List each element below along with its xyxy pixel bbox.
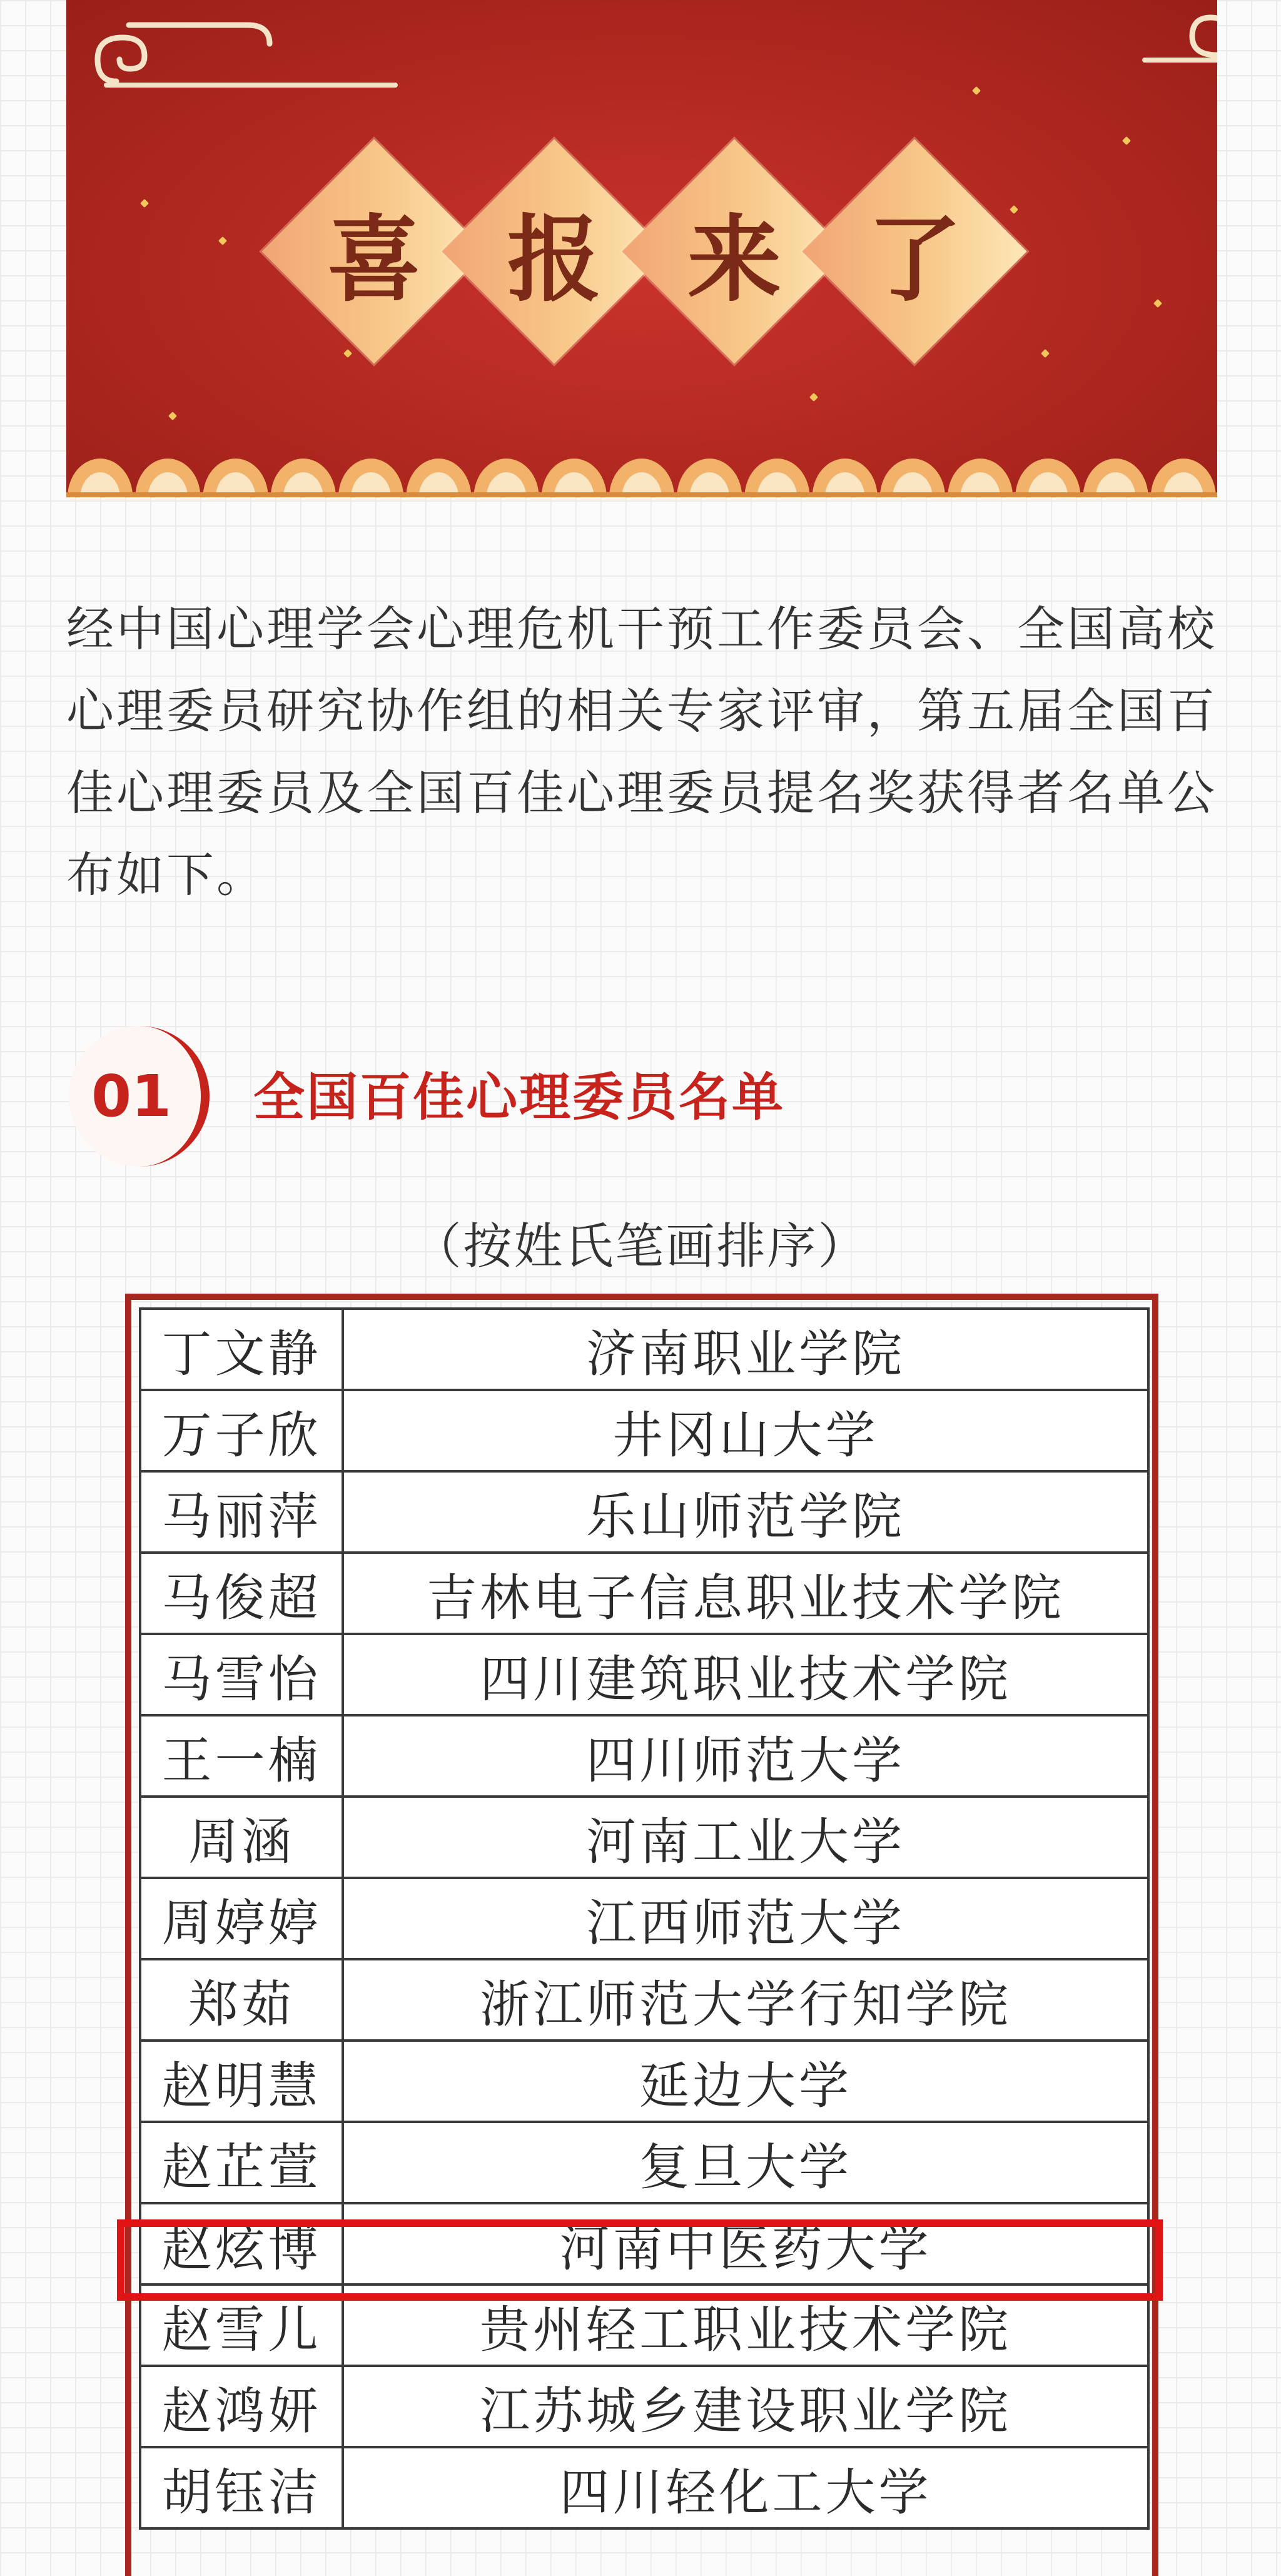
honoree-name: 赵鸿妍: [140, 2366, 343, 2447]
table-row: [140, 1471, 1148, 1553]
table-row: [140, 2366, 1148, 2447]
table-row: [140, 1797, 1148, 1878]
honoree-school: 延边大学: [343, 2041, 1148, 2122]
table-row: [140, 1634, 1148, 1715]
honoree-name: 胡钰洁: [140, 2447, 343, 2528]
sort-note: （按姓氏笔画排序）: [412, 1219, 869, 1275]
table-row: [140, 1715, 1148, 1797]
section-number-badge: [69, 1026, 210, 1167]
honoree-school: 四川建筑职业技术学院: [343, 1634, 1148, 1715]
cloud-curl-icon: [1167, 5, 1217, 61]
roster-table: [139, 1307, 1150, 2530]
honoree-school: 复旦大学: [343, 2122, 1148, 2203]
honoree-name: 马丽萍: [140, 1471, 343, 1553]
honoree-name: 丁文静: [140, 1309, 343, 1390]
table-row: [140, 1390, 1148, 1471]
honoree-name: 马俊超: [140, 1553, 343, 1634]
honoree-school: 河南中医药大学: [343, 2203, 1148, 2284]
table-row: [140, 1309, 1148, 1390]
section-number: 01: [91, 1063, 172, 1130]
honoree-name: 周婷婷: [140, 1878, 343, 1959]
honoree-school: 济南职业学院: [343, 1309, 1148, 1390]
honoree-school: 乐山师范学院: [343, 1471, 1148, 1553]
celebration-banner: [66, 0, 1217, 497]
roster-table-frame: [125, 1294, 1158, 2576]
headline-char: 来: [687, 205, 781, 315]
table-row: [140, 1878, 1148, 1959]
table-row: [140, 2284, 1148, 2366]
sparkle-icon: [809, 393, 818, 402]
honoree-name: 马雪怡: [140, 1634, 343, 1715]
honoree-school: 四川轻化工大学: [343, 2447, 1148, 2528]
table-row: [140, 1959, 1148, 2041]
sparkle-icon: [1122, 136, 1131, 145]
cloud-curl-icon: [91, 6, 279, 88]
honoree-school: 江西师范大学: [343, 1878, 1148, 1959]
honoree-school: 河南工业大学: [343, 1797, 1148, 1878]
honoree-name: 赵炫博: [140, 2203, 343, 2284]
honoree-name: 赵雪儿: [140, 2284, 343, 2366]
section-title: 全国百佳心理委员名单: [253, 1068, 786, 1127]
honoree-school: 浙江师范大学行知学院: [343, 1959, 1148, 2041]
table-row: [140, 2041, 1148, 2122]
honoree-name: 周涵: [140, 1797, 343, 1878]
headline-diamond-4: [802, 139, 1027, 364]
table-row: [140, 1553, 1148, 1634]
table-row: [140, 2203, 1148, 2284]
banner-bottom-rule: [66, 492, 1217, 497]
honoree-name: 赵明慧: [140, 2041, 343, 2122]
sparkle-icon: [168, 412, 177, 420]
sparkle-icon: [1153, 299, 1162, 308]
sparkle-icon: [218, 236, 227, 245]
honoree-name: 郑茹: [140, 1959, 343, 2041]
headline-char: 报: [507, 205, 601, 315]
table-row: [140, 2447, 1148, 2528]
honoree-name: 王一楠: [140, 1715, 343, 1797]
scalloped-border: [66, 441, 1217, 497]
honoree-school: 江苏城乡建设职业学院: [343, 2366, 1148, 2447]
table-row: [140, 2122, 1148, 2203]
honoree-name: 万子欣: [140, 1390, 343, 1471]
honoree-name: 赵芷萱: [140, 2122, 343, 2203]
honoree-school: 贵州轻工职业技术学院: [343, 2284, 1148, 2366]
intro-paragraph: 经中国心理学会心理危机干预工作委员会、全国高校心理委员研究协作组的相关专家评审，第五届全国百佳心理委员及全国百佳心理委员提名奖获得者名单公布如下。: [66, 601, 1217, 903]
sparkle-icon: [140, 199, 149, 208]
headline-char: 了: [867, 205, 961, 315]
honoree-school: 吉林电子信息职业技术学院: [343, 1553, 1148, 1634]
sparkle-icon: [972, 86, 981, 95]
sparkle-icon: [1041, 349, 1050, 358]
headline-char: 喜: [327, 205, 421, 315]
honoree-school: 四川师范大学: [343, 1715, 1148, 1797]
honoree-school: 井冈山大学: [343, 1390, 1148, 1471]
